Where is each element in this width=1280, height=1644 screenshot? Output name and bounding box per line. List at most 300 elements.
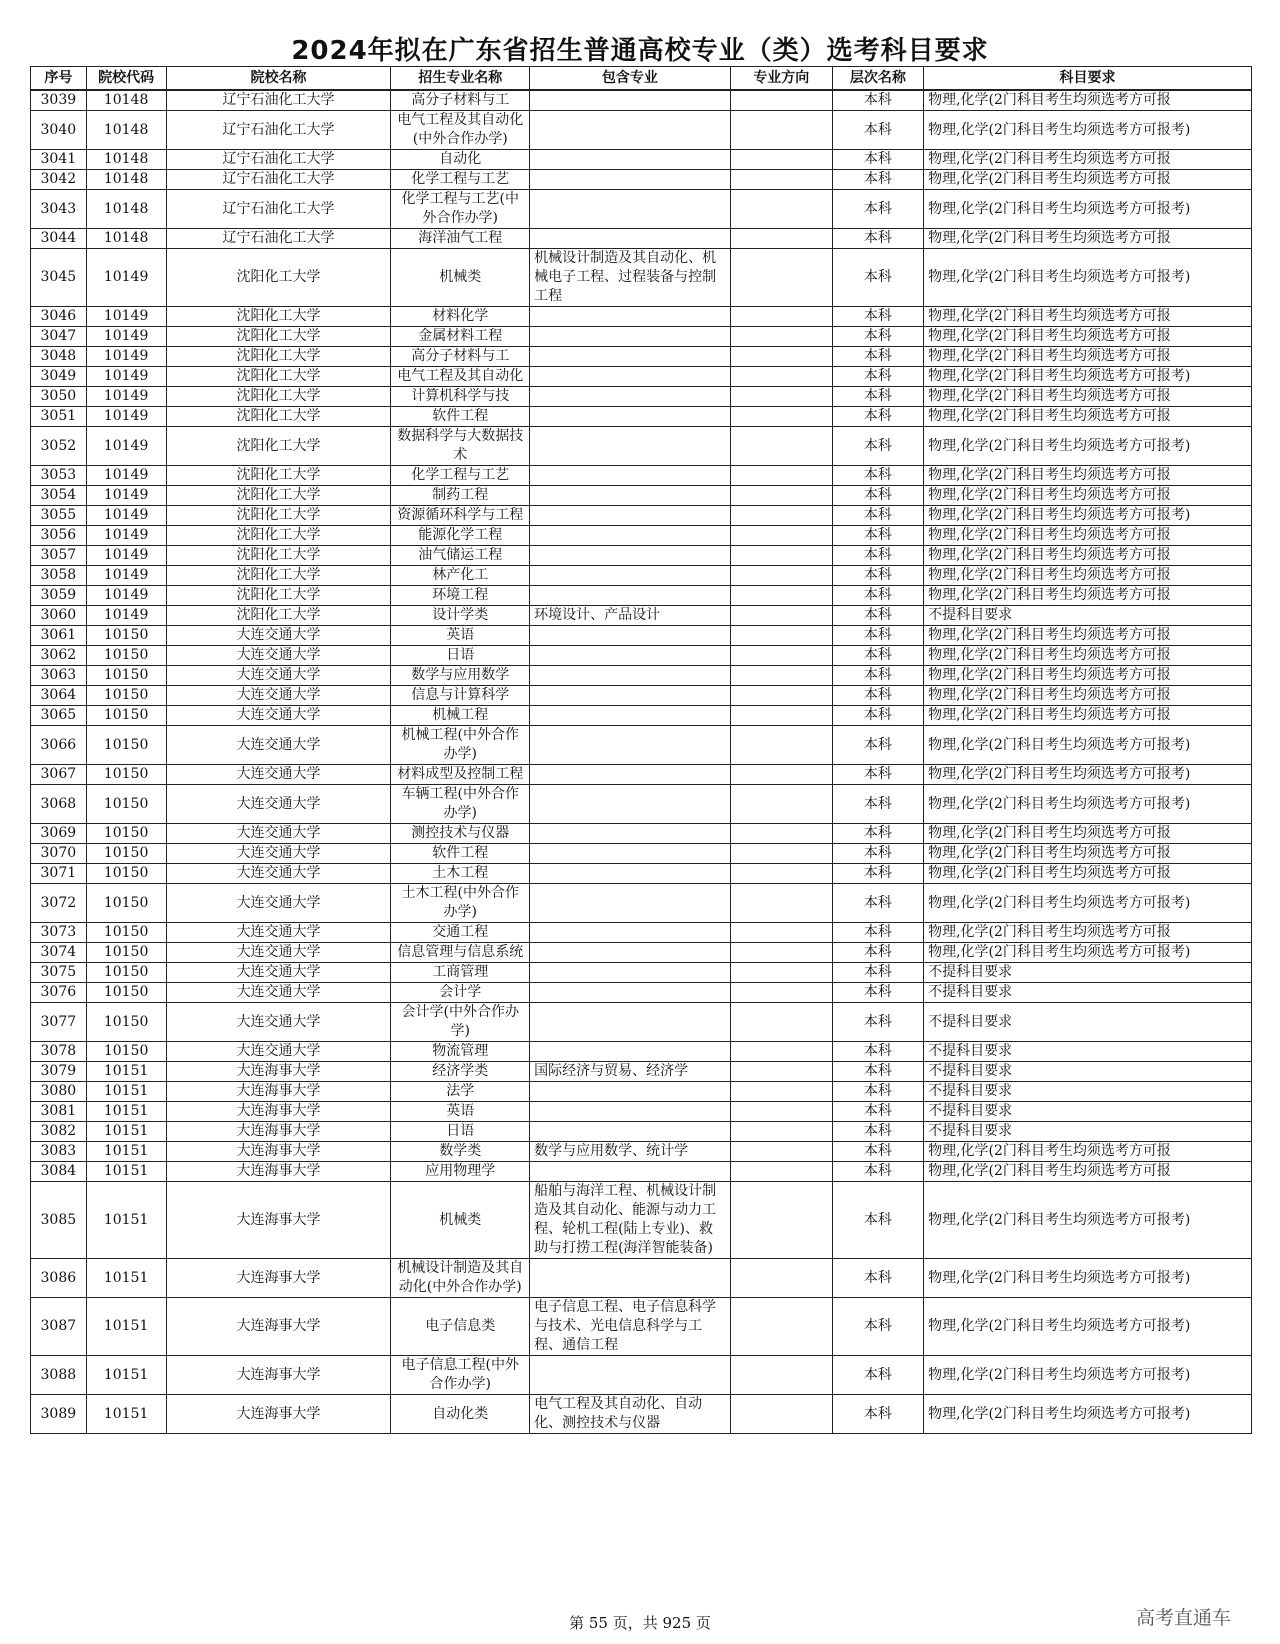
cell-included-majors: [530, 1082, 731, 1102]
cell-direction: [730, 327, 832, 347]
cell-included-majors: [530, 1259, 731, 1298]
cell-included-majors: [530, 546, 731, 566]
cell-major-name: 机械设计制造及其自动化(中外合作办学): [391, 1259, 530, 1298]
cell-included-majors: 国际经济与贸易、经济学: [530, 1062, 731, 1082]
cell-school-name: 大连交通大学: [166, 1003, 391, 1042]
cell-school-name: 大连海事大学: [166, 1102, 391, 1122]
cell-index: 3070: [31, 844, 87, 864]
cell-level: 本科: [832, 1298, 923, 1356]
table-row: [31, 1142, 1252, 1162]
table-row: [31, 546, 1252, 566]
cell-school-code: 10151: [86, 1395, 166, 1434]
cell-included-majors: [530, 526, 731, 546]
cell-major-name: 工商管理: [391, 963, 530, 983]
cell-major-name: 设计学类: [391, 606, 530, 626]
cell-direction: [730, 1395, 832, 1434]
cell-direction: [730, 407, 832, 427]
cell-major-name: 软件工程: [391, 844, 530, 864]
cell-school-code: 10150: [86, 706, 166, 726]
table-row: [31, 347, 1252, 367]
cell-major-name: 英语: [391, 1102, 530, 1122]
cell-index: 3046: [31, 307, 87, 327]
cell-school-name: 沈阳化工大学: [166, 486, 391, 506]
cell-subject-requirement: 物理,化学(2门科目考生均须选考方可报: [924, 327, 1252, 347]
cell-included-majors: [530, 785, 731, 824]
cell-level: 本科: [832, 249, 923, 307]
table-row: [31, 1042, 1252, 1062]
cell-level: 本科: [832, 90, 923, 111]
cell-subject-requirement: 物理,化学(2门科目考生均须选考方可报考): [924, 943, 1252, 963]
cell-included-majors: [530, 407, 731, 427]
cell-school-code: 10150: [86, 824, 166, 844]
cell-school-name: 大连海事大学: [166, 1395, 391, 1434]
cell-subject-requirement: 物理,化学(2门科目考生均须选考方可报: [924, 864, 1252, 884]
cell-school-code: 10151: [86, 1102, 166, 1122]
table-row: [31, 1356, 1252, 1395]
cell-level: 本科: [832, 1003, 923, 1042]
cell-included-majors: [530, 150, 731, 170]
cell-direction: [730, 1182, 832, 1259]
cell-direction: [730, 427, 832, 466]
cell-school-code: 10150: [86, 646, 166, 666]
cell-direction: [730, 1062, 832, 1082]
cell-included-majors: [530, 824, 731, 844]
cell-direction: [730, 666, 832, 686]
cell-index: 3087: [31, 1298, 87, 1356]
table-row: [31, 626, 1252, 646]
table-row: [31, 1082, 1252, 1102]
cell-school-name: 沈阳化工大学: [166, 546, 391, 566]
cell-school-code: 10150: [86, 864, 166, 884]
cell-school-code: 10151: [86, 1356, 166, 1395]
cell-school-code: 10150: [86, 844, 166, 864]
cell-index: 3052: [31, 427, 87, 466]
cell-subject-requirement: 物理,化学(2门科目考生均须选考方可报: [924, 844, 1252, 864]
cell-subject-requirement: 物理,化学(2门科目考生均须选考方可报考): [924, 1356, 1252, 1395]
cell-school-name: 大连交通大学: [166, 726, 391, 765]
cell-included-majors: [530, 506, 731, 526]
cell-index: 3040: [31, 111, 87, 150]
cell-index: 3055: [31, 506, 87, 526]
cell-school-name: 大连交通大学: [166, 785, 391, 824]
cell-included-majors: [530, 923, 731, 943]
page-title: 2024年拟在广东省招生普通高校专业（类）选考科目要求: [291, 36, 989, 66]
cell-index: 3056: [31, 526, 87, 546]
cell-index: 3076: [31, 983, 87, 1003]
cell-included-majors: [530, 864, 731, 884]
cell-school-name: 大连交通大学: [166, 706, 391, 726]
cell-index: 3077: [31, 1003, 87, 1042]
cell-direction: [730, 111, 832, 150]
col-header-subject-requirement: 科目要求: [924, 67, 1252, 91]
cell-index: 3054: [31, 486, 87, 506]
table-row: [31, 1102, 1252, 1122]
cell-direction: [730, 1356, 832, 1395]
table-row: [31, 1298, 1252, 1356]
cell-major-name: 测控技术与仪器: [391, 824, 530, 844]
cell-subject-requirement: 物理,化学(2门科目考生均须选考方可报考): [924, 111, 1252, 150]
cell-school-name: 大连海事大学: [166, 1182, 391, 1259]
cell-subject-requirement: 物理,化学(2门科目考生均须选考方可报: [924, 706, 1252, 726]
cell-subject-requirement: 不提科目要求: [924, 983, 1252, 1003]
cell-major-name: 高分子材料与工: [391, 347, 530, 367]
cell-direction: [730, 566, 832, 586]
cell-index: 3047: [31, 327, 87, 347]
cell-subject-requirement: 物理,化学(2门科目考生均须选考方可报: [924, 923, 1252, 943]
cell-direction: [730, 1162, 832, 1182]
cell-school-code: 10150: [86, 1042, 166, 1062]
cell-school-code: 10151: [86, 1259, 166, 1298]
cell-level: 本科: [832, 506, 923, 526]
cell-major-name: 车辆工程(中外合作办学): [391, 785, 530, 824]
col-header-school-code: 院校代码: [86, 67, 166, 91]
cell-direction: [730, 1298, 832, 1356]
cell-direction: [730, 1042, 832, 1062]
cell-level: 本科: [832, 347, 923, 367]
cell-direction: [730, 606, 832, 626]
cell-school-name: 沈阳化工大学: [166, 427, 391, 466]
cell-major-name: 材料化学: [391, 307, 530, 327]
table-row: [31, 726, 1252, 765]
col-header-direction: 专业方向: [730, 67, 832, 91]
cell-subject-requirement: 物理,化学(2门科目考生均须选考方可报: [924, 626, 1252, 646]
cell-index: 3058: [31, 566, 87, 586]
cell-major-name: 油气储运工程: [391, 546, 530, 566]
cell-level: 本科: [832, 686, 923, 706]
cell-major-name: 数据科学与大数据技术: [391, 427, 530, 466]
cell-school-code: 10151: [86, 1162, 166, 1182]
cell-level: 本科: [832, 646, 923, 666]
cell-school-name: 大连海事大学: [166, 1356, 391, 1395]
cell-level: 本科: [832, 1395, 923, 1434]
cell-school-code: 10151: [86, 1062, 166, 1082]
cell-included-majors: [530, 1122, 731, 1142]
cell-included-majors: [530, 1356, 731, 1395]
cell-school-code: 10149: [86, 249, 166, 307]
cell-index: 3061: [31, 626, 87, 646]
cell-level: 本科: [832, 963, 923, 983]
table-row: [31, 844, 1252, 864]
table-row: [31, 1182, 1252, 1259]
cell-index: 3064: [31, 686, 87, 706]
table-row: [31, 327, 1252, 347]
cell-level: 本科: [832, 1142, 923, 1162]
cell-major-name: 电子信息类: [391, 1298, 530, 1356]
cell-included-majors: [530, 844, 731, 864]
cell-major-name: 信息管理与信息系统: [391, 943, 530, 963]
col-header-major-name: 招生专业名称: [391, 67, 530, 91]
cell-direction: [730, 626, 832, 646]
cell-level: 本科: [832, 1062, 923, 1082]
cell-school-name: 沈阳化工大学: [166, 367, 391, 387]
cell-level: 本科: [832, 1162, 923, 1182]
cell-level: 本科: [832, 923, 923, 943]
cell-school-name: 辽宁石油化工大学: [166, 111, 391, 150]
cell-subject-requirement: 不提科目要求: [924, 1122, 1252, 1142]
cell-subject-requirement: 物理,化学(2门科目考生均须选考方可报: [924, 646, 1252, 666]
cell-school-name: 大连交通大学: [166, 884, 391, 923]
cell-major-name: 物流管理: [391, 1042, 530, 1062]
cell-subject-requirement: 物理,化学(2门科目考生均须选考方可报考): [924, 726, 1252, 765]
cell-direction: [730, 824, 832, 844]
cell-subject-requirement: 物理,化学(2门科目考生均须选考方可报考): [924, 884, 1252, 923]
cell-level: 本科: [832, 586, 923, 606]
cell-level: 本科: [832, 546, 923, 566]
cell-level: 本科: [832, 1122, 923, 1142]
cell-index: 3043: [31, 190, 87, 229]
table-row: [31, 864, 1252, 884]
cell-subject-requirement: 物理,化学(2门科目考生均须选考方可报: [924, 566, 1252, 586]
cell-level: 本科: [832, 427, 923, 466]
cell-major-name: 自动化类: [391, 1395, 530, 1434]
cell-school-code: 10150: [86, 785, 166, 824]
cell-included-majors: [530, 963, 731, 983]
cell-index: 3057: [31, 546, 87, 566]
cell-level: 本科: [832, 170, 923, 190]
cell-index: 3088: [31, 1356, 87, 1395]
table-row: [31, 586, 1252, 606]
cell-level: 本科: [832, 1042, 923, 1062]
cell-index: 3045: [31, 249, 87, 307]
cell-school-name: 大连海事大学: [166, 1259, 391, 1298]
cell-level: 本科: [832, 884, 923, 923]
cell-school-code: 10149: [86, 407, 166, 427]
cell-school-code: 10151: [86, 1122, 166, 1142]
cell-index: 3044: [31, 229, 87, 249]
cell-major-name: 化学工程与工艺(中外合作办学): [391, 190, 530, 229]
cell-school-name: 沈阳化工大学: [166, 307, 391, 327]
table-row: [31, 387, 1252, 407]
cell-included-majors: [530, 387, 731, 407]
cell-school-code: 10150: [86, 726, 166, 765]
table-row: [31, 765, 1252, 785]
cell-school-code: 10150: [86, 666, 166, 686]
cell-subject-requirement: 不提科目要求: [924, 1062, 1252, 1082]
cell-school-name: 大连海事大学: [166, 1142, 391, 1162]
cell-subject-requirement: 不提科目要求: [924, 1042, 1252, 1062]
requirements-table: [30, 66, 1252, 1434]
cell-index: 3051: [31, 407, 87, 427]
cell-direction: [730, 943, 832, 963]
cell-included-majors: [530, 1162, 731, 1182]
cell-direction: [730, 884, 832, 923]
cell-index: 3073: [31, 923, 87, 943]
cell-included-majors: 机械设计制造及其自动化、机械电子工程、过程装备与控制工程: [530, 249, 731, 307]
cell-direction: [730, 90, 832, 111]
cell-major-name: 信息与计算科学: [391, 686, 530, 706]
cell-school-code: 10149: [86, 427, 166, 466]
cell-index: 3063: [31, 666, 87, 686]
table-row: [31, 427, 1252, 466]
cell-index: 3053: [31, 466, 87, 486]
cell-direction: [730, 1259, 832, 1298]
cell-index: 3081: [31, 1102, 87, 1122]
cell-school-name: 沈阳化工大学: [166, 249, 391, 307]
source-watermark: 高考直通车: [1136, 1607, 1232, 1629]
cell-included-majors: [530, 983, 731, 1003]
cell-index: 3072: [31, 884, 87, 923]
cell-level: 本科: [832, 407, 923, 427]
cell-index: 3062: [31, 646, 87, 666]
cell-subject-requirement: 物理,化学(2门科目考生均须选考方可报: [924, 307, 1252, 327]
cell-index: 3085: [31, 1182, 87, 1259]
cell-school-code: 10149: [86, 506, 166, 526]
table-row: [31, 90, 1252, 111]
table-row: [31, 1162, 1252, 1182]
cell-school-code: 10150: [86, 963, 166, 983]
cell-major-name: 日语: [391, 646, 530, 666]
cell-subject-requirement: 物理,化学(2门科目考生均须选考方可报考): [924, 1298, 1252, 1356]
cell-major-name: 资源循环科学与工程: [391, 506, 530, 526]
cell-school-code: 10149: [86, 606, 166, 626]
table-body: [31, 90, 1252, 1434]
cell-school-name: 沈阳化工大学: [166, 466, 391, 486]
cell-level: 本科: [832, 486, 923, 506]
table-row: [31, 229, 1252, 249]
cell-school-code: 10149: [86, 526, 166, 546]
cell-direction: [730, 706, 832, 726]
cell-direction: [730, 229, 832, 249]
cell-direction: [730, 1102, 832, 1122]
cell-major-name: 材料成型及控制工程: [391, 765, 530, 785]
table-row: [31, 824, 1252, 844]
cell-school-code: 10149: [86, 486, 166, 506]
cell-index: 3089: [31, 1395, 87, 1434]
cell-level: 本科: [832, 387, 923, 407]
cell-direction: [730, 864, 832, 884]
table-row: [31, 606, 1252, 626]
cell-direction: [730, 983, 832, 1003]
cell-major-name: 交通工程: [391, 923, 530, 943]
cell-school-name: 辽宁石油化工大学: [166, 90, 391, 111]
cell-school-code: 10149: [86, 546, 166, 566]
cell-school-name: 辽宁石油化工大学: [166, 170, 391, 190]
cell-subject-requirement: 不提科目要求: [924, 1082, 1252, 1102]
cell-included-majors: [530, 626, 731, 646]
table-row: [31, 249, 1252, 307]
cell-subject-requirement: 物理,化学(2门科目考生均须选考方可报: [924, 466, 1252, 486]
table-row: [31, 307, 1252, 327]
cell-level: 本科: [832, 566, 923, 586]
table-row: [31, 1395, 1252, 1434]
cell-index: 3067: [31, 765, 87, 785]
table-row: [31, 983, 1252, 1003]
cell-included-majors: [530, 486, 731, 506]
cell-major-name: 软件工程: [391, 407, 530, 427]
cell-major-name: 机械工程(中外合作办学): [391, 726, 530, 765]
table-row: [31, 367, 1252, 387]
cell-level: 本科: [832, 307, 923, 327]
cell-school-name: 大连交通大学: [166, 1042, 391, 1062]
table-row: [31, 686, 1252, 706]
page-footer: 第 55 页，共 925 页: [569, 1614, 711, 1632]
cell-index: 3069: [31, 824, 87, 844]
cell-subject-requirement: 物理,化学(2门科目考生均须选考方可报: [924, 486, 1252, 506]
cell-major-name: 数学类: [391, 1142, 530, 1162]
cell-included-majors: [530, 347, 731, 367]
cell-level: 本科: [832, 1259, 923, 1298]
cell-school-name: 辽宁石油化工大学: [166, 229, 391, 249]
cell-school-name: 大连交通大学: [166, 626, 391, 646]
cell-school-name: 沈阳化工大学: [166, 586, 391, 606]
cell-level: 本科: [832, 526, 923, 546]
cell-major-name: 林产化工: [391, 566, 530, 586]
cell-level: 本科: [832, 190, 923, 229]
cell-included-majors: 数学与应用数学、统计学: [530, 1142, 731, 1162]
cell-school-name: 大连交通大学: [166, 864, 391, 884]
cell-level: 本科: [832, 150, 923, 170]
table-row: [31, 526, 1252, 546]
cell-subject-requirement: 物理,化学(2门科目考生均须选考方可报: [924, 170, 1252, 190]
cell-school-name: 大连交通大学: [166, 943, 391, 963]
cell-direction: [730, 307, 832, 327]
cell-included-majors: [530, 765, 731, 785]
cell-direction: [730, 367, 832, 387]
cell-direction: [730, 249, 832, 307]
cell-direction: [730, 190, 832, 229]
cell-subject-requirement: 物理,化学(2门科目考生均须选考方可报考): [924, 427, 1252, 466]
cell-school-code: 10151: [86, 1298, 166, 1356]
cell-subject-requirement: 物理,化学(2门科目考生均须选考方可报: [924, 586, 1252, 606]
cell-index: 3082: [31, 1122, 87, 1142]
cell-included-majors: [530, 686, 731, 706]
cell-level: 本科: [832, 706, 923, 726]
cell-major-name: 经济学类: [391, 1062, 530, 1082]
cell-direction: [730, 586, 832, 606]
cell-school-code: 10149: [86, 327, 166, 347]
cell-subject-requirement: 物理,化学(2门科目考生均须选考方可报: [924, 347, 1252, 367]
cell-included-majors: [530, 1042, 731, 1062]
cell-major-name: 会计学(中外合作办学): [391, 1003, 530, 1042]
cell-level: 本科: [832, 367, 923, 387]
cell-major-name: 制药工程: [391, 486, 530, 506]
cell-school-code: 10149: [86, 586, 166, 606]
cell-major-name: 土木工程(中外合作办学): [391, 884, 530, 923]
cell-level: 本科: [832, 1102, 923, 1122]
cell-included-majors: [530, 229, 731, 249]
cell-level: 本科: [832, 466, 923, 486]
cell-level: 本科: [832, 1082, 923, 1102]
cell-school-code: 10148: [86, 190, 166, 229]
cell-included-majors: [530, 170, 731, 190]
cell-major-name: 土木工程: [391, 864, 530, 884]
cell-school-name: 沈阳化工大学: [166, 407, 391, 427]
table-row: [31, 785, 1252, 824]
cell-subject-requirement: 物理,化学(2门科目考生均须选考方可报: [924, 1162, 1252, 1182]
cell-included-majors: [530, 1003, 731, 1042]
cell-included-majors: [530, 367, 731, 387]
cell-included-majors: 船舶与海洋工程、机械设计制造及其自动化、能源与动力工程、轮机工程(陆上专业)、救助与打捞工程(海洋智能装备): [530, 1182, 731, 1259]
cell-school-name: 沈阳化工大学: [166, 387, 391, 407]
cell-direction: [730, 347, 832, 367]
cell-direction: [730, 1142, 832, 1162]
cell-index: 3041: [31, 150, 87, 170]
cell-included-majors: [530, 666, 731, 686]
cell-included-majors: [530, 646, 731, 666]
cell-level: 本科: [832, 824, 923, 844]
cell-subject-requirement: 物理,化学(2门科目考生均须选考方可报考): [924, 367, 1252, 387]
cell-subject-requirement: 物理,化学(2门科目考生均须选考方可报考): [924, 190, 1252, 229]
cell-level: 本科: [832, 1182, 923, 1259]
cell-school-name: 沈阳化工大学: [166, 347, 391, 367]
cell-index: 3049: [31, 367, 87, 387]
cell-school-code: 10150: [86, 1003, 166, 1042]
cell-school-code: 10149: [86, 367, 166, 387]
cell-school-name: 大连海事大学: [166, 1122, 391, 1142]
col-header-level: 层次名称: [832, 67, 923, 91]
cell-major-name: 机械类: [391, 1182, 530, 1259]
cell-school-name: 大连交通大学: [166, 666, 391, 686]
